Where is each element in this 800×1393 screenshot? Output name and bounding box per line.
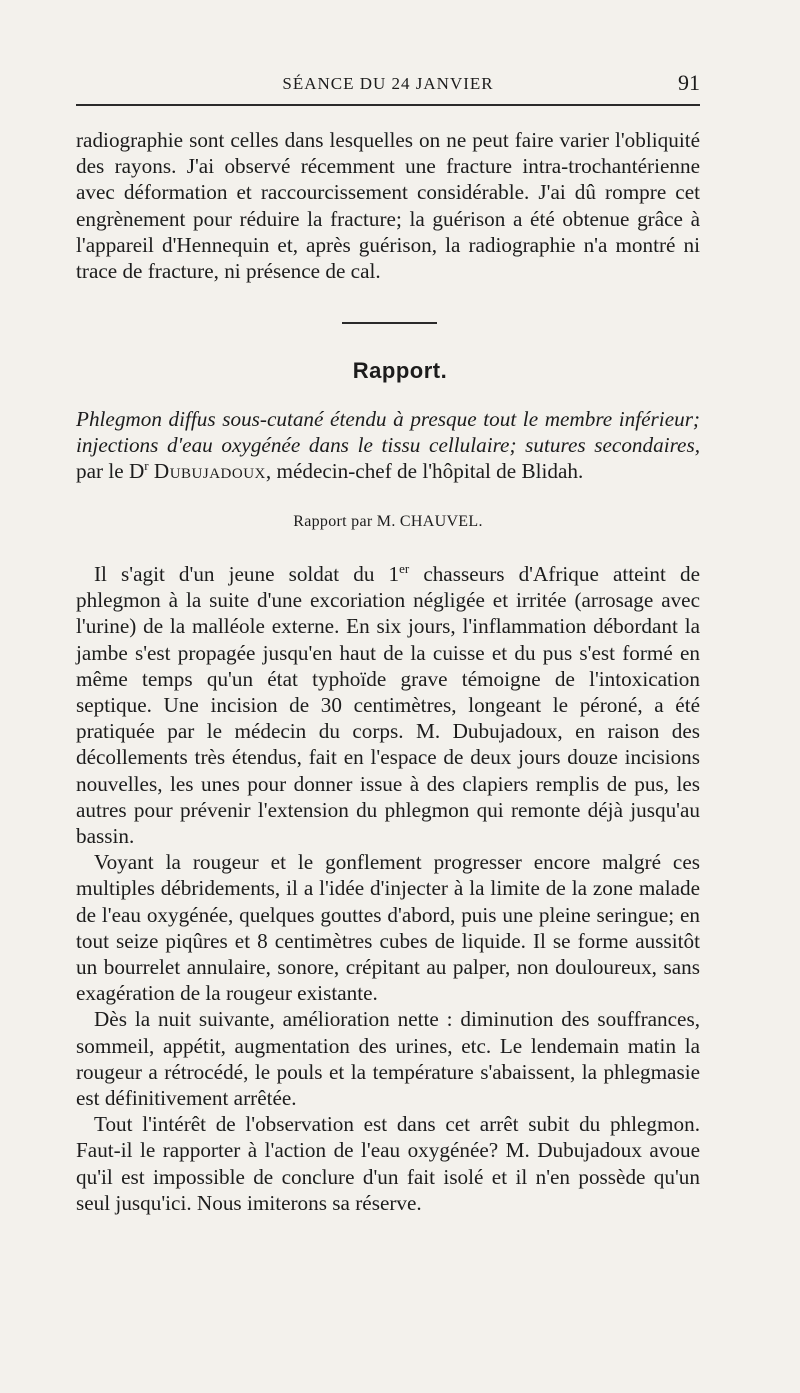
ordinal-sup: er — [399, 560, 410, 576]
paragraph-2: Voyant la rougeur et le gonflement progresser encore malgré ces multiples débridements, il a l'idée d'injecter à la limite de la zone malade de l'eau oxygénée, quelques gouttes d'abord, puis une pleine seringue; en tout seize piqûres et 8 centimètres cubes de liquide. Il se forme aussitôt un bourrelet annulaire, sonore, crépitant au palper, non douloureux, sans exagération de la rougeur existante. — [76, 850, 700, 1006]
page-number: 91 — [678, 70, 700, 95]
subject-italic: Phlegmon diffus sous-cutané étendu à presque tout le membre inférieur; injections d'eau oxygénée dans le tissu cellulaire; sutures secondaires, — [76, 407, 700, 458]
report-body — [76, 561, 700, 1216]
continuation-paragraph: radiographie sont celles dans lesquelles on ne peut faire varier l'obliquité des rayons. J'ai observé récemment une fracture intra-trochantérienne avec déformation et raccourcissement considérable. J'ai dû rompre cet engrènement pour réduire la fracture; la guérison a été obtenue grâce à l'appareil d'Hennequin et, après guérison, la radiographie n'a montré ni trace de fracture, ni présence de cal. — [76, 128, 700, 284]
subject-by: par le D — [76, 459, 145, 484]
section-title: Rapport. — [352, 358, 448, 383]
subject-sup: r — [144, 458, 149, 474]
header-rule — [76, 104, 700, 106]
paragraph-3: Dès la nuit suivante, amélioration nette : diminution des souffrances, sommeil, appétit, augmentation des urines, etc. Le lendemain matin la rougeur a rétrocédé, le pouls et la température s'abaissent, la phlegmasie est définitivement arrêtée. — [76, 1007, 700, 1111]
running-header — [76, 70, 700, 100]
running-title: SÉANCE DU 24 JANVIER — [282, 74, 494, 93]
report-subject — [76, 406, 700, 485]
paragraph-4: Tout l'intérêt de l'observation est dans cet arrêt subit du phlegmon. Faut-il le rapporter à l'action de l'eau oxygénée? M. Dubujadoux avoue qu'il est impossible de conclure d'un fait isolé et il n'en possède qu'un seul jusqu'ici. Nous imiterons sa réserve. — [76, 1112, 700, 1215]
paragraph-1 — [76, 561, 700, 849]
paragraph-1-rest: chasseurs d'Afrique atteint de phlegmon à la suite d'une excoriation négligée et irritée (arrosage avec l'urine) de la malléole externe. En six jours, l'inflammation débordant la jambe s'est propagée jusqu'en haut de la cuisse et du pus s'est formé en même temps qu'un état typhoïde grave témoigne de l'intoxication septique. Une incision de 30 centimètres, longeant le péroné, a été pratiquée par le médecin du corps. M. Dubujadoux, en raison des décollements très étendus, fait en l'espace de deux jours douze incisions nouvelles, les unes pour donner issue à des clapiers remplis de pus, les autres pour prévenir l'extension du phlegmon qui remonte déjà jusqu'au bassin. — [76, 562, 700, 849]
report-byline: Rapport par M. CHAUVEL. — [293, 513, 483, 530]
section-divider — [342, 322, 437, 324]
paragraph-1-start: Il s'agit d'un jeune soldat du 1 — [94, 562, 400, 586]
subject-rest: , médecin-chef de l'hôpital de Blidah. — [265, 459, 584, 484]
subject-author: Dubujadoux — [153, 459, 266, 484]
